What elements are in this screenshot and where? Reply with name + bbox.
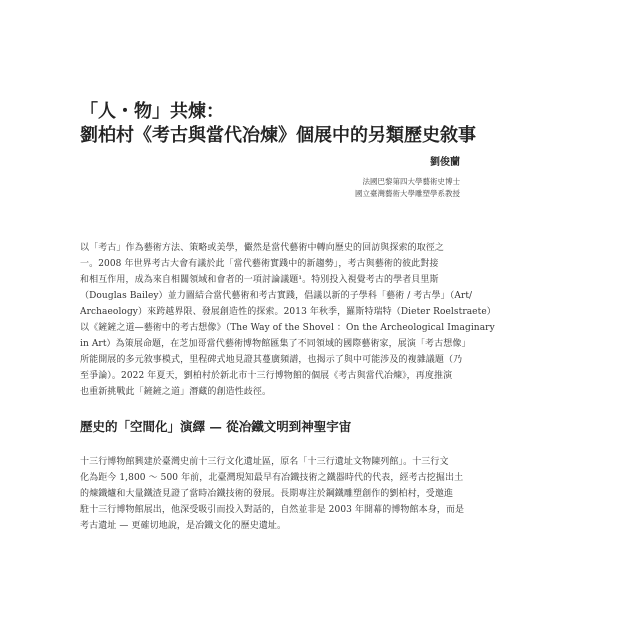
title-line-1: 「人・物」共煉： [80,101,224,122]
text-line: 所能開展的多元敘事模式，里程碑式地見證其蔓廣頻譜，也揭示了與中可能涉及的複雜議題（乃 [80,355,463,365]
author-name: 劉俊蘭 [430,157,460,168]
text-line: 以「考古」作為藝術方法、策略或美學，儼然是當代藝術中轉向歷史的回訪與探索的取徑之 [80,243,445,253]
text-line: 駐十三行博物館展出，他深受吸引而投入對話的，自然並非是 2003 年開幕的博物館本身，而是 [80,505,465,515]
text-line: （Douglas Bailey）並力圖結合當代藝術和考古實踐，倡議以新的子學科「藝術 / 考古學」（Art/ [80,291,473,301]
section-heading: 歷史的「空間化」演繹 — 從冶鐵文明到神聖宇宙 [80,419,352,434]
author-affiliation-1: 法國巴黎第四大學藝術史博士 [362,177,460,186]
text-line: 化為距今 1,800 ～ 500 年前，北臺灣現知最早有冶鐵技術之鐵器時代的代表，經考古挖掘出土 [80,473,464,483]
author-affiliation-2: 國立臺灣藝術大學雕塑學系教授 [355,189,460,198]
article-title [80,100,560,148]
text-line: 也重新挑戰此「鏟鏟之道」潛藏的創造性歧徑。 [80,387,272,397]
text-line: Archaeology）來跨越界限、發展創造性的探索。2013 年秋季，羅斯特瑞特（Dieter Roelstraete） [80,307,496,317]
text-line: 以《鏟鏟之道—藝術中的考古想像》（The Way of the Shovel ：On the Archeological Imaginary [80,323,495,333]
text-line: 至爭論）。2022 年夏天，劉柏村於新北市十三行博物館的個展《考古與當代冶煉》，再度推演 [80,371,453,381]
text-line: 和相互作用，成為來自相關領域和會者的一項討論議題¹。特別投入視覺考古的學者貝里斯 [80,275,439,285]
text-line: 考古遺址 — 更確切地說，是冶鐵文化的歷史遺址。 [80,521,287,531]
author-block [355,156,460,200]
title-line-2: 劉柏村《考古與當代冶煉》個展中的另類歷史敘事 [80,125,476,146]
text-line: 的煉鐵爐和大量鐵渣見證了當時冶鐵技術的發展。長期專注於鋼鐵雕塑創作的劉柏村，受邀進 [80,489,454,499]
text-line: 十三行博物館興建於臺灣史前十三行文化遺址區，原名「十三行遺址文物陳列館」。十三行文 [80,457,449,467]
text-line: in Art）為策展命題，在芝加哥當代藝術博物館匯集了不同領域的國際藝術家，展演「考古想像」 [80,339,471,349]
paragraph-intro [80,240,560,400]
paragraph-section [80,454,560,534]
text-line: 一。2008 年世界考古大會有議於此「當代藝術實踐中的新趨勢」，考古與藝術的彼此對接 [80,259,439,269]
